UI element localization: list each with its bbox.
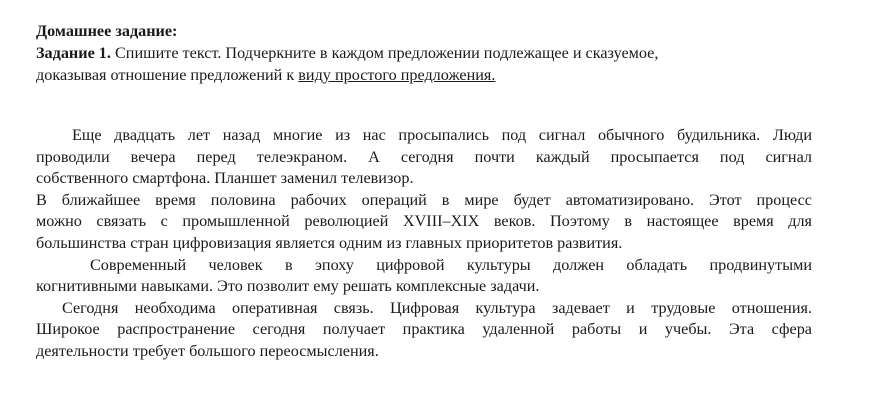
task-text-1: Спишите текст. Подчеркните в каждом предложении подлежащее и сказуемое, — [110, 44, 659, 62]
paragraph-2 — [36, 190, 812, 255]
text-line: Современный человек в эпоху цифровой культуры должен обладать продвинутыми — [90, 255, 812, 274]
text-line: когнитивными навыками. Это позволит ему решать комплексные задачи. — [36, 277, 540, 296]
paragraph-3 — [36, 255, 812, 298]
task-line-1 — [36, 42, 836, 64]
text-line: Сегодня необходима оперативная связь. Цифровая культура задевает и трудовые отношения. — [62, 298, 812, 317]
assignment-header — [36, 20, 836, 86]
text-line: Широкое распространение сегодня получает практика удаленной работы и учебы. Эта сфера — [36, 320, 812, 339]
task-text-2: доказывая отношение предложений к — [36, 66, 299, 84]
task-text-underlined: виду простого предложения. — [298, 66, 496, 84]
homework-title: Домашнее задание: — [36, 22, 178, 40]
text-line: проводили вечера перед телеэкраном. А сегодня почти каждый просыпается под сигнал — [36, 147, 812, 166]
exercise-text — [36, 125, 812, 363]
task-label: Задание 1. — [36, 44, 111, 62]
text-line: Еще двадцать лет назад многие из нас просыпались под сигнал обычного будильника. Люди — [72, 126, 812, 144]
text-line: собственного смартфона. Планшет заменил телевизор. — [36, 169, 414, 188]
paragraph-4 — [36, 298, 812, 363]
text-line: можно связать с промышленной революцией XVIII–XIX веков. Поэтому в настоящее время для — [36, 212, 812, 231]
task-line-2 — [36, 64, 836, 86]
text-line: В ближайшее время половина рабочих операций в мире будет автоматизировано. Этот процесс — [36, 190, 812, 209]
paragraph-1 — [36, 125, 812, 190]
text-line: деятельности требует большого переосмысления. — [36, 341, 379, 360]
text-line: большинства стран цифровизация является одним из главных приоритетов развития. — [36, 233, 623, 252]
